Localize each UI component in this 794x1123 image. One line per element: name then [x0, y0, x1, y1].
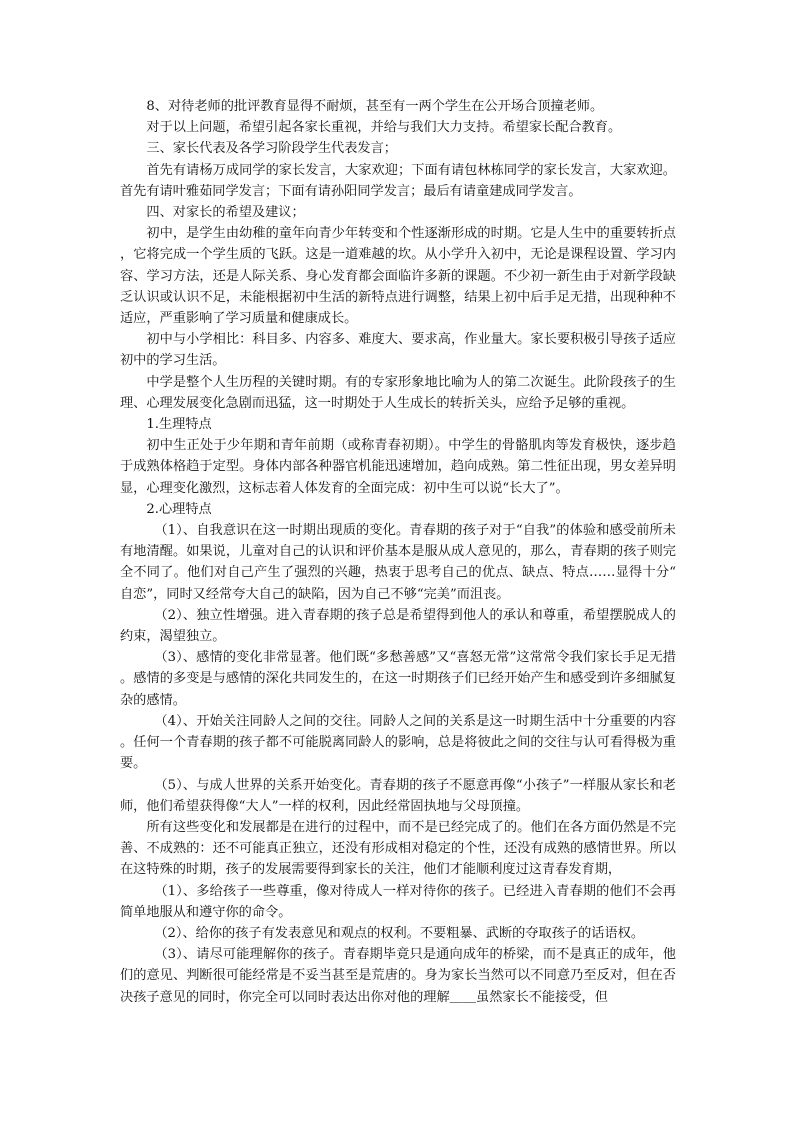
paragraph-key-period: 中学是整个人生历程的关键时期。有的专家形象地比喻为人的第二次诞生。此阶段孩子的生理、心理发展变化急剧而迅猛，这一时期处于人生成长的转折关头，应给予足够的重视。 [120, 374, 676, 411]
paragraph-comparison: 初中与小学相比：科目多、内容多、难度大、要求高，作业量大。家长要积极引导孩子适应初中的学习生活。 [120, 332, 676, 369]
paragraph-changes-summary: 所有这些变化和发展都是在进行的过程中，而不是已经完成了的。他们在各方面仍然是不完善、不成熟的：还不可能真正独立，还没有形成相对稳定的个性，还没有成熟的感情世界。所以在这特殊的时期，孩子的发展需要得到家长的关注，他们才能顺利度过这青春发育期， [120, 819, 676, 878]
paragraph-item-8-impatience: 8、对待老师的批评教育显得不耐烦，甚至有一两个学生在公开场合顶撞老师。 [146, 99, 604, 114]
subheading-physiology: 1.生理特点 [146, 417, 212, 433]
document-body [120, 96, 676, 1008]
paragraph-psychology-3: （3）、感情的变化非常显著。他们既“多愁善感”又“喜怒无常”这常常令我们家长手足无措。感情的多变是与感情的深化共同发生的，在这一时期孩子们已经开始产生和感受到许多细腻复杂的感情。 [120, 650, 676, 708]
paragraph-psychology-5: （5）、与成人世界的关系开始变化。青春期的孩子不愿意再像“小孩子”一样服从家长和老师，他们希望获得像“大人”一样的权利，因此经常固执地与父母顶撞。 [120, 777, 676, 814]
paragraph-physiology: 初中生正处于少年期和青年前期（或称青春初期）。中学生的骨骼肌肉等发育极快，逐步趋于成熟体格趋于定型。身体内部各种器官机能迅速增加，趋向成熟。第二性征出现，男女差异明显，心理变化激烈，这标志着人体发育的全面完成：初中生可以说“长大了”。 [120, 438, 676, 496]
paragraph-junior-high-intro: 初中，是学生由幼稚的童年向青少年转变和个性逐渐形成的时期。它是人生中的重要转折点，它将完成一个学生质的飞跃。这是一道难越的坎。从小学升入初中，无论是课程设置、学习内容、学习方法，还是人际关系、身心发育都会面临许多新的课题。不少初一新生由于对新学段缺乏认识或认识不足，未能根据初中生活的新特点进行调整，结果上初中后手足无措，出现种种不适应，严重影响了学习质量和健康成长。 [120, 226, 676, 327]
paragraph-speakers: 首先有请杨万成同学的家长发言，大家欢迎；下面有请包林栋同学的家长发言，大家欢迎。首先有请叶雅茹同学发言；下面有请孙阳同学发言；最后有请童建成同学发言。 [120, 162, 676, 199]
section-heading-4: 四、对家长的希望及建议； [146, 205, 305, 221]
paragraph-advice-1: （1）、多给孩子一些尊重，像对待成人一样对待你的孩子。已经进入青春期的他们不会再简单地服从和遵守你的命令。 [120, 883, 676, 920]
paragraph-psychology-4: （4）、开始关注同龄人之间的交往。同龄人之间的关系是这一时期生活中十分重要的内容。任何一个青春期的孩子都不可能脱离同龄人的影响，总是将彼此之间的交往与认可看得极为重要。 [120, 713, 676, 772]
paragraph-psychology-1: （1）、自我意识在这一时期出现质的变化。青春期的孩子对于“自我”的体验和感受前所未有地清醒。如果说，儿童对自己的认识和评价基本是服从成人意见的，那么，青春期的孩子则完全不同了。他们对自己产生了强烈的兴趣，热衷于思考自己的优点、缺点、特点……显得十分“自恋”，同时又经常夸大自己的缺陷，因为自己不够“完美”而沮丧。 [120, 523, 676, 602]
paragraph-advice-3: （3）、请尽可能理解你的孩子。青春期毕竟只是通向成年的桥梁，而不是真正的成年，他们的意见、判断很可能经常是不妥当甚至是荒唐的。身为家长当然可以不同意乃至反对，但在否决孩子意见的同时，你完全可以同时表达出你对他的理解＿＿虽然家长不能接受，但 [120, 947, 676, 1005]
section-heading-3: 三、家长代表及各学习阶段学生代表发言； [146, 141, 397, 157]
paragraph-summary-request: 对于以上问题，希望引起各家长重视，并给与我们大力支持。希望家长配合教育。 [146, 120, 622, 136]
paragraph-psychology-2: （2）、独立性增强。进入青春期的孩子总是希望得到他人的承认和尊重，希望摆脱成人的约束，渴望独立。 [120, 607, 676, 645]
subheading-psychology: 2.心理特点 [146, 501, 212, 517]
paragraph-advice-2: （2）、给你的孩子有发表意见和观点的权利。不要粗暴、武断的夺取孩子的话语权。 [154, 925, 645, 941]
